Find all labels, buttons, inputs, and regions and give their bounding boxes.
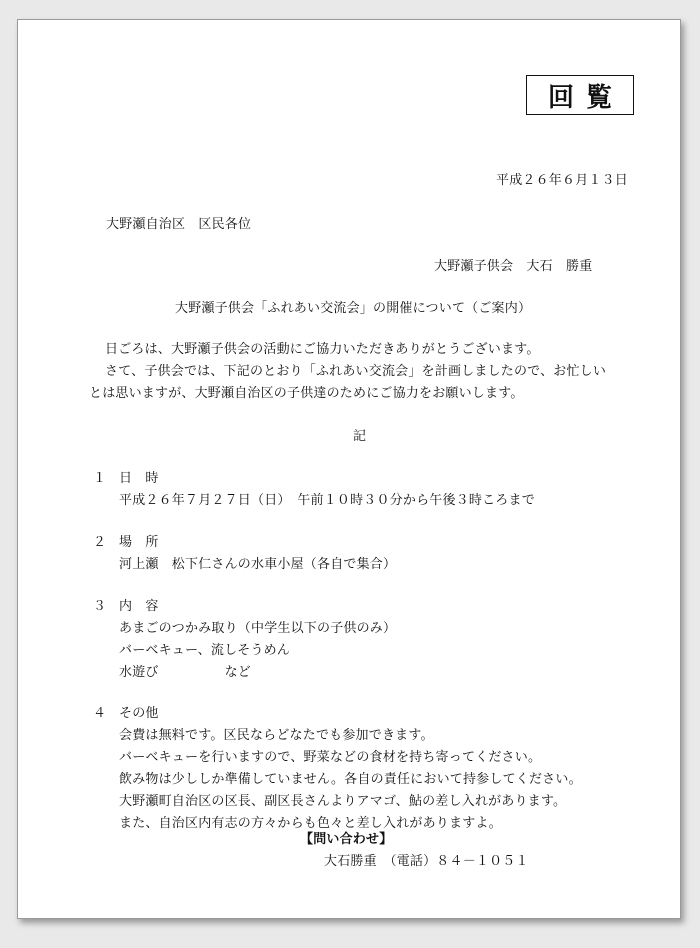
section-number: ２: [93, 535, 107, 550]
section-line: 水遊び など: [119, 665, 252, 680]
section-line: 飲み物は少ししか準備していません。各自の責任において持参してください。: [119, 772, 582, 787]
section-number: １: [93, 471, 107, 486]
circulation-stamp: [526, 75, 634, 115]
section-heading: 内 容: [119, 599, 159, 614]
contact-line: 大石勝重 （電話）８４－１０５１: [324, 854, 529, 869]
section-line: バーベキューを行いますので、野菜などの食材を持ち寄ってください。: [119, 750, 542, 765]
document-page: [17, 19, 681, 919]
body-line: 日ごろは、大野瀬子供会の活動にご協力いただきありがとうございます。: [105, 342, 540, 357]
section-line: 大野瀬町自治区の区長、副区長さんよりアマゴ、鮎の差し入れがあります。: [119, 794, 567, 809]
section-line: あまごのつかみ取り（中学生以下の子供のみ）: [119, 621, 397, 636]
contact-heading: 【問い合わせ】: [300, 832, 393, 847]
recipient: 大野瀬自治区 区民各位: [106, 217, 252, 232]
section-line: 会費は無料です。区民ならどなたでも参加できます。: [119, 728, 434, 743]
section-heading: その他: [119, 706, 159, 721]
body-line: さて、子供会では、下記のとおり「ふれあい交流会」を計画しましたので、お忙しい: [105, 364, 607, 379]
ki-heading: 記: [353, 429, 367, 444]
section-number: ４: [93, 706, 107, 721]
section-line: また、自治区内有志の方々からも色々と差し入れがありますよ。: [119, 816, 502, 831]
section-number: ３: [93, 599, 107, 614]
section-heading: 日 時: [119, 471, 159, 486]
sender: 大野瀬子供会 大石 勝重: [434, 259, 593, 274]
section-line: 河上瀬 松下仁さんの水車小屋（各自で集合）: [119, 557, 397, 572]
date: 平成２６年６月１３日: [496, 173, 629, 188]
document-title: 大野瀬子供会「ふれあい交流会」の開催について（ご案内）: [175, 301, 532, 316]
section-line: 平成２６年７月２７日（日） 午前１０時３０分から午後３時ころまで: [119, 493, 535, 508]
stamp-text: 回覧: [547, 82, 624, 113]
body-line: とは思いますが、大野瀬自治区の子供達のためにご協力をお願いします。: [89, 386, 524, 401]
section-line: バーベキュー、流しそうめん: [119, 643, 291, 658]
section-heading: 場 所: [119, 535, 159, 550]
